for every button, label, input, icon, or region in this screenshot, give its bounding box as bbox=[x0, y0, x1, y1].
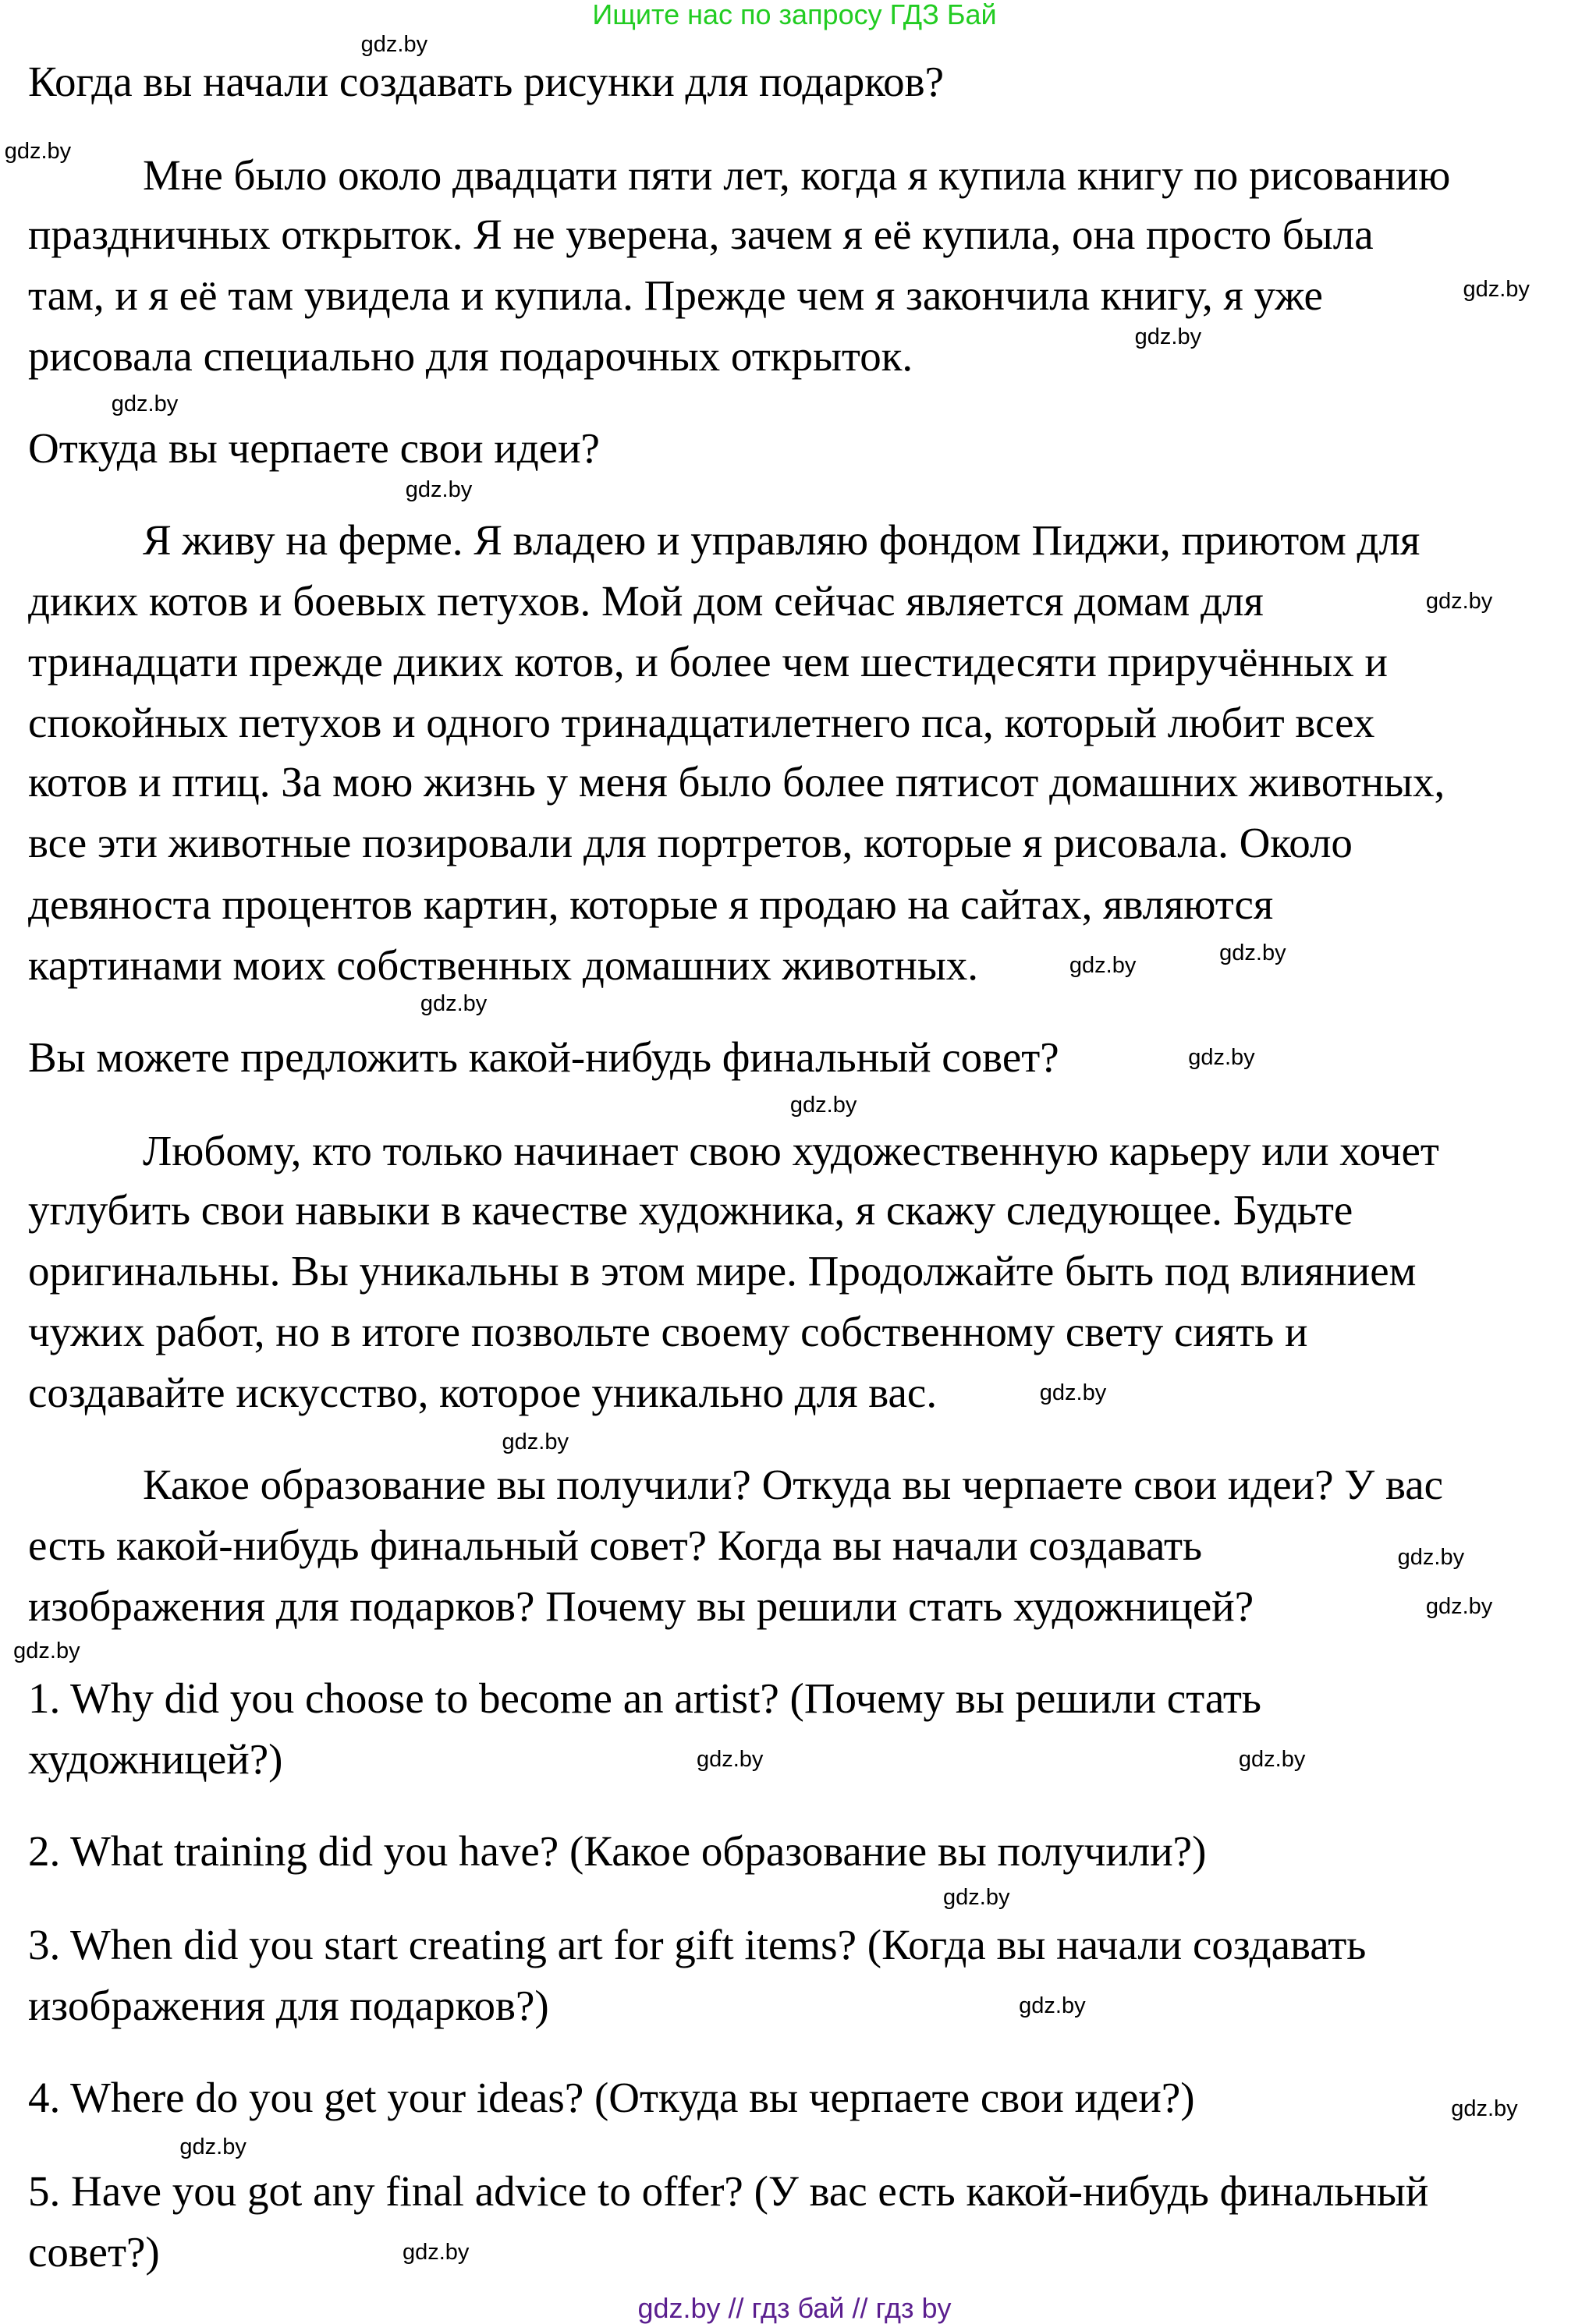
watermark: gdz.by bbox=[1039, 1380, 1107, 1405]
text-line: диких котов и боевых петухов. Мой дом сейчас является домам для bbox=[28, 577, 1264, 625]
text-line: котов и птиц. За мою жизнь у меня было более пятисот домашних животных, bbox=[28, 758, 1445, 806]
watermark: gdz.by bbox=[1219, 941, 1286, 966]
watermark: gdz.by bbox=[1188, 1044, 1255, 1070]
text-line: 3. When did you start creating art for gift items? (Когда вы начали создавать bbox=[28, 1921, 1367, 1969]
text-line: Откуда вы черпаете свои идеи? bbox=[28, 424, 600, 472]
watermark: gdz.by bbox=[789, 1092, 857, 1118]
text-line: 4. Where do you get your ideas? (Откуда вы черпаете свои идеи?) bbox=[28, 2074, 1195, 2122]
text-line: Вы можете предложить какой-нибудь финальный совет? bbox=[28, 1033, 1059, 1081]
text-line: оригинальны. Вы уникальны в этом мире. Продолжайте быть под влиянием bbox=[28, 1246, 1417, 1295]
text-line: там, и я её там увидела и купила. Прежде чем я закончила книгу, я уже bbox=[28, 271, 1323, 319]
text-line: Любому, кто только начинает свою художественную карьеру или хочет bbox=[143, 1126, 1439, 1174]
search-hint-header: Ищите нас по запросу ГДЗ Бай bbox=[592, 0, 997, 30]
site-footer[interactable]: gdz.by // гдз бай // гдз by bbox=[637, 2292, 952, 2324]
text-line: все эти животные позировали для портретов, которые я рисовала. Около bbox=[28, 819, 1353, 867]
watermark: gdz.by bbox=[1134, 324, 1202, 350]
text-line: рисовала специально для подарочных открыток. bbox=[28, 331, 913, 380]
watermark: gdz.by bbox=[696, 1747, 764, 1773]
watermark: gdz.by bbox=[360, 32, 428, 58]
watermark: gdz.by bbox=[1425, 1594, 1493, 1620]
watermark: gdz.by bbox=[1238, 1747, 1306, 1773]
watermark: gdz.by bbox=[1397, 1545, 1465, 1571]
watermark: gdz.by bbox=[4, 139, 72, 165]
text-line: праздничных открыток. Я не уверена, зачем я её купила, она просто была bbox=[28, 210, 1374, 258]
text-line: спокойных петухов и одного тринадцатилетнего пса, который любит всех bbox=[28, 699, 1375, 747]
watermark: gdz.by bbox=[1019, 1993, 1086, 2019]
watermark: gdz.by bbox=[179, 2134, 247, 2160]
watermark: gdz.by bbox=[402, 2240, 470, 2266]
text-line: чужих работ, но в итоге позвольте своему собственному свету сиять и bbox=[28, 1307, 1308, 1355]
text-line: Когда вы начали создавать рисунки для подарков? bbox=[28, 57, 945, 105]
watermark: gdz.by bbox=[13, 1638, 80, 1664]
watermark: gdz.by bbox=[405, 477, 473, 503]
watermark: gdz.by bbox=[1451, 2095, 1518, 2121]
text-line: Мне было около двадцати пяти лет, когда я купила книгу по рисованию bbox=[143, 151, 1451, 199]
text-line: есть какой-нибудь финальный совет? Когда вы начали создавать bbox=[28, 1522, 1203, 1570]
text-line: изображения для подарков?) bbox=[28, 1982, 549, 2030]
watermark: gdz.by bbox=[943, 1885, 1010, 1911]
text-line: создавайте искусство, которое уникально для вас. bbox=[28, 1368, 938, 1416]
text-line: совет?) bbox=[28, 2228, 160, 2276]
text-line: тринадцати прежде диких котов, и более чем шестидесяти приручённых и bbox=[28, 638, 1388, 686]
text-line: девяноста процентов картин, которые я продаю на сайтах, являются bbox=[28, 880, 1274, 928]
text-line: картинами моих собственных домашних животных. bbox=[28, 941, 979, 989]
text-line: Я живу на ферме. Я владею и управляю фондом Пиджи, приютом для bbox=[143, 516, 1421, 565]
text-line: 1. Why did you choose to become an artist? (Почему вы решили стать bbox=[28, 1674, 1261, 1723]
watermark: gdz.by bbox=[1425, 589, 1493, 615]
text-line: 5. Have you got any final advice to offer? (У вас есть какой-нибудь финальный bbox=[28, 2167, 1429, 2216]
watermark: gdz.by bbox=[420, 991, 488, 1017]
text-line: художницей?) bbox=[28, 1735, 283, 1784]
watermark: gdz.by bbox=[1463, 277, 1530, 303]
watermark: gdz.by bbox=[502, 1429, 569, 1454]
text-line: 2. What training did you have? (Какое образование вы получили?) bbox=[28, 1827, 1207, 1876]
watermark: gdz.by bbox=[111, 391, 179, 416]
text-line: изображения для подарков? Почему вы решили стать художницей? bbox=[28, 1582, 1254, 1631]
text-line: Какое образование вы получили? Откуда вы черпаете свои идеи? У вас bbox=[143, 1461, 1444, 1508]
watermark: gdz.by bbox=[1069, 952, 1137, 978]
text-line: углубить свои навыки в качестве художника, я скажу следующее. Будьте bbox=[28, 1185, 1353, 1234]
